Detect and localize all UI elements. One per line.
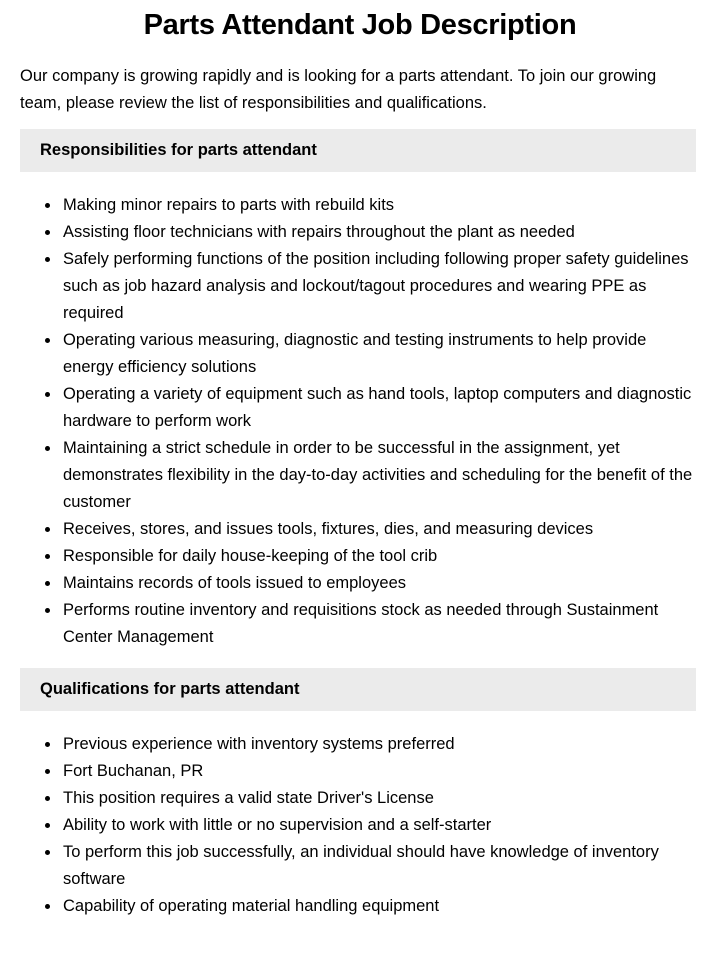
qualifications-list bbox=[0, 731, 696, 920]
intro-paragraph: Our company is growing rapidly and is looking for a parts attendant. To join our growing team, please review the list of responsibilities and qualifications. bbox=[20, 67, 657, 112]
list-item: Maintains records of tools issued to employees bbox=[63, 570, 696, 597]
responsibilities-list bbox=[0, 192, 696, 651]
list-item: This position requires a valid state Driver's License bbox=[63, 785, 696, 812]
list-item: Fort Buchanan, PR bbox=[63, 758, 696, 785]
list-item: Responsible for daily house-keeping of the tool crib bbox=[63, 543, 696, 570]
list-item: Safely performing functions of the position including following proper safety guidelines such as job hazard analysis and lockout/tagout procedures and wearing PPE as required bbox=[63, 246, 696, 327]
list-item: Ability to work with little or no supervision and a self-starter bbox=[63, 812, 696, 839]
list-item: Performs routine inventory and requisitions stock as needed through Sustainment Center Management bbox=[63, 597, 696, 651]
list-item: Receives, stores, and issues tools, fixtures, dies, and measuring devices bbox=[63, 516, 696, 543]
list-item: Operating a variety of equipment such as hand tools, laptop computers and diagnostic hardware to perform work bbox=[63, 381, 696, 435]
page-title: Parts Attendant Job Description bbox=[143, 9, 577, 41]
section-header-responsibilities-label: Responsibilities for parts attendant bbox=[40, 141, 317, 159]
list-item: Assisting floor technicians with repairs throughout the plant as needed bbox=[63, 219, 696, 246]
section-header-responsibilities bbox=[20, 129, 696, 172]
section-header-qualifications-label: Qualifications for parts attendant bbox=[40, 680, 300, 698]
list-item: Maintaining a strict schedule in order to be successful in the assignment, yet demonstrates flexibility in the day-to-day activities and scheduling for the benefit of the customer bbox=[63, 435, 696, 516]
section-header-qualifications bbox=[20, 668, 696, 711]
list-item: Operating various measuring, diagnostic and testing instruments to help provide energy efficiency solutions bbox=[63, 327, 696, 381]
list-item: To perform this job successfully, an individual should have knowledge of inventory software bbox=[63, 839, 696, 893]
list-item: Making minor repairs to parts with rebuild kits bbox=[63, 192, 696, 219]
list-item: Previous experience with inventory systems preferred bbox=[63, 731, 696, 758]
list-item: Capability of operating material handling equipment bbox=[63, 893, 696, 920]
job-description-document bbox=[0, 8, 720, 957]
